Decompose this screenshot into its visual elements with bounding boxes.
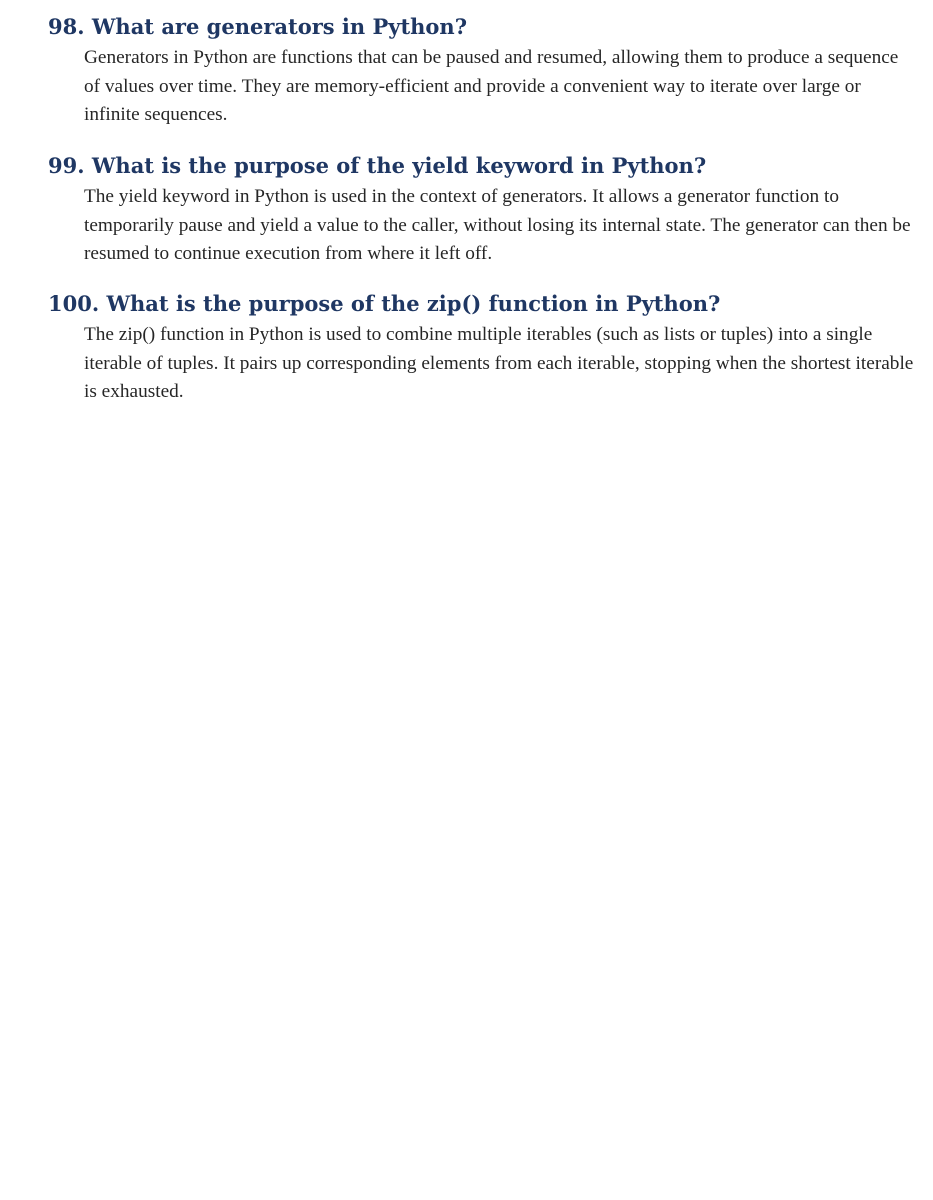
qa-item-yield-keyword: [48, 149, 911, 269]
question-heading: 98. What are generators in Python?: [48, 14, 468, 39]
answer-paragraph: Generators in Python are functions that can be paused and resumed, allowing them to produce a sequence of values over time. They are memory-efficient and provide a convenient way to iterate over large or infinite sequences.: [84, 47, 899, 125]
qa-item-generators: [48, 10, 908, 130]
answer-paragraph: The zip() function in Python is used to combine multiple iterables (such as lists or tuples) into a single iterable of tuples. It pairs up corresponding elements from each iterable, stopping when the shortest iterable is exhausted.: [84, 324, 914, 402]
answer-paragraph: The yield keyword in Python is used in the context of generators. It allows a generator function to temporarily pause and yield a value to the caller, without losing its internal state. The generator can then be resumed to continue execution from where it left off.: [84, 186, 911, 264]
question-heading: 99. What is the purpose of the yield keyword in Python?: [48, 153, 707, 178]
question-heading: 100. What is the purpose of the zip() function in Python?: [48, 291, 721, 316]
qa-item-zip-function: [48, 287, 914, 407]
